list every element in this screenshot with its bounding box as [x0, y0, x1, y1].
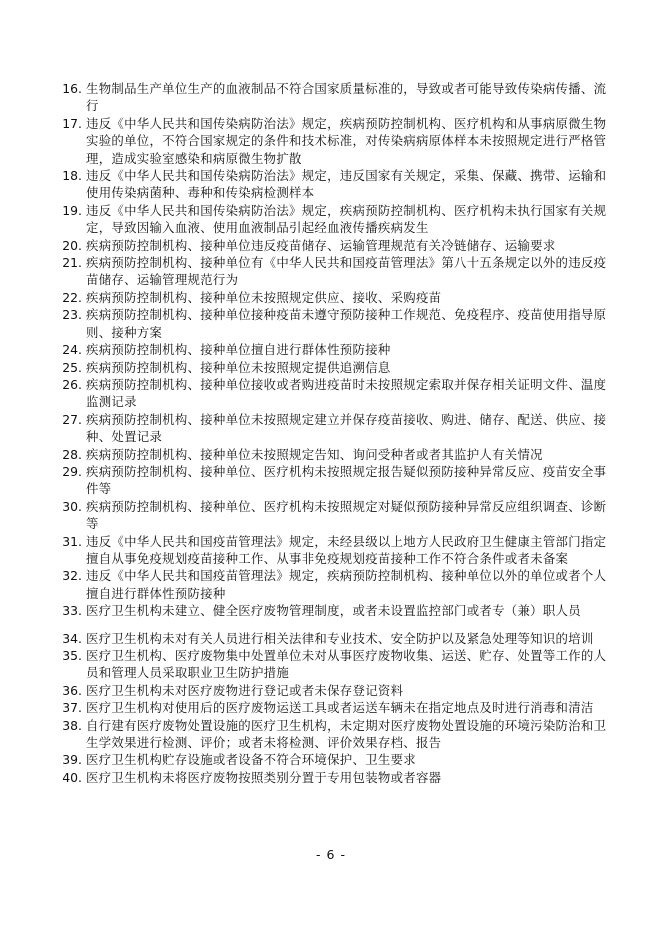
- list-item: [50, 341, 610, 358]
- item-number: 22.: [62, 289, 82, 305]
- item-number: 38.: [62, 717, 82, 733]
- list-item: [50, 602, 610, 619]
- item-text: 疾病预防控制机构、接种单位未按照规定告知、询问受种者或者其监护人有关情况: [86, 446, 543, 462]
- item-text: 疾病预防控制机构、接种单位未按照规定供应、接收、采购疫苗: [86, 289, 442, 305]
- item-number: 36.: [62, 682, 82, 698]
- item-text: 疾病预防控制机构、接种单位擅自进行群体性预防接种: [86, 342, 391, 358]
- item-text: 生物制品生产单位生产的血液制品不符合国家质量标准的，导致或者可能导致传染病传播、流行: [86, 81, 607, 114]
- list-item: [50, 115, 610, 167]
- list-item: [50, 567, 610, 602]
- item-number: 30.: [62, 498, 82, 514]
- item-number: 27.: [62, 411, 82, 427]
- list-item: [50, 630, 610, 647]
- item-number: 18.: [62, 168, 82, 184]
- list-item: [50, 769, 610, 786]
- list-item: [50, 80, 610, 115]
- item-number: 29.: [62, 463, 82, 479]
- item-number: 40.: [62, 769, 82, 785]
- item-text: 违反《中华人民共和国疫苗管理法》规定，未经县级以上地方人民政府卫生健康主管部门指定擅自从事免疫规划疫苗接种工作、从事非免疫规划疫苗接种工作不符合条件或者未备案: [86, 533, 607, 566]
- list-item: [50, 237, 610, 254]
- page-number: - 6 -: [316, 847, 346, 862]
- item-number: 37.: [62, 700, 82, 716]
- item-text: 疾病预防控制机构、接种单位接种疫苗未遵守预防接种工作规范、免疫程序、疫苗使用指导原则、接种方案: [86, 307, 607, 340]
- list-item: [50, 446, 610, 463]
- item-number: 33.: [62, 603, 82, 619]
- item-number: 19.: [62, 202, 82, 218]
- item-text: 医疗卫生机构未将医疗废物按照类别分置于专用包装物或者容器: [86, 769, 442, 785]
- list-item: [50, 533, 610, 568]
- item-text: 疾病预防控制机构、接种单位、医疗机构未按照规定报告疑似预防接种异常反应、疫苗安全事件等: [86, 463, 607, 497]
- item-text: 违反《中华人民共和国传染病防治法》规定，疾病预防控制机构、医疗机构未执行国家有关规定，导致因输入血液、使用血液制品引起经血液传播疾病发生: [86, 202, 607, 236]
- list-item: [50, 254, 610, 289]
- list-item: [50, 717, 610, 752]
- list-item: [50, 359, 610, 376]
- item-text: 医疗卫生机构未建立、健全医疗废物管理制度，或者未设置监控部门或者专（兼）职人员: [86, 603, 581, 619]
- item-text: 疾病预防控制机构、接种单位、医疗机构未按照规定对疑似预防接种异常反应组织调查、诊断等: [86, 498, 607, 532]
- list-item: [50, 376, 610, 411]
- list-item: [50, 167, 610, 202]
- list-item: [50, 699, 610, 716]
- item-number: 39.: [62, 752, 82, 768]
- item-text: 医疗卫生机构对使用后的医疗废物运送工具或者运送车辆未在指定地点及时进行消毒和清洁: [86, 700, 594, 716]
- item-text: 医疗卫生机构未对有关人员进行相关法律和专业技术、安全防护以及紧急处理等知识的培训: [86, 630, 594, 646]
- list-item: [50, 202, 610, 237]
- item-number: 32.: [62, 568, 82, 584]
- list-item: [50, 647, 610, 682]
- item-text: 医疗卫生机构未对医疗废物进行登记或者未保存登记资料: [86, 682, 404, 698]
- list-item: [50, 463, 610, 498]
- item-text: 违反《中华人民共和国传染病防治法》规定，疾病预防控制机构、医疗机构和从事病原微生物实验的单位，不符合国家规定的条件和技术标准，对传染病病原体样本未按照规定进行严格管理，造成实验室感染和病原微生物扩散: [86, 115, 607, 166]
- item-number: 26.: [62, 376, 82, 392]
- list-item: [50, 682, 610, 699]
- list-item: [50, 306, 610, 341]
- list-spacer: [50, 620, 610, 630]
- item-number: 34.: [62, 630, 82, 646]
- item-number: 25.: [62, 359, 82, 375]
- item-number: 23.: [62, 307, 82, 323]
- item-text: 疾病预防控制机构、接种单位未按照规定提供追溯信息: [86, 359, 391, 375]
- item-text: 疾病预防控制机构、接种单位未按照规定建立并保存疫苗接收、购进、储存、配送、供应、接种、处置记录: [86, 411, 607, 445]
- item-text: 疾病预防控制机构、接种单位接收或者购进疫苗时未按照规定索取并保存相关证明文件、温度监测记录: [86, 376, 607, 410]
- violation-list: [50, 80, 610, 786]
- item-text: 违反《中华人民共和国疫苗管理法》规定，疾病预防控制机构、接种单位以外的单位或者个人擅自进行群体性预防接种: [86, 568, 607, 601]
- item-text: 疾病预防控制机构、接种单位有《中华人民共和国疫苗管理法》第八十五条规定以外的违反疫苗储存、运输管理规范行为: [86, 255, 607, 288]
- item-number: 35.: [62, 648, 82, 663]
- item-number: 16.: [62, 81, 82, 96]
- item-number: 20.: [62, 237, 82, 253]
- list-item: [50, 411, 610, 446]
- item-number: 28.: [62, 446, 82, 462]
- list-item: [50, 498, 610, 533]
- item-number: 31.: [62, 533, 82, 549]
- item-number: 17.: [62, 115, 82, 131]
- item-text: 疾病预防控制机构、接种单位违反疫苗储存、运输管理规范有关冷链储存、运输要求: [86, 237, 556, 253]
- list-item: [50, 289, 610, 306]
- item-text: 自行建有医疗废物处置设施的医疗卫生机构，未定期对医疗废物处置设施的环境污染防治和卫生学效果进行检测、评价；或者未将检测、评价效果存档、报告: [86, 717, 607, 751]
- item-text: 医疗卫生机构贮存设施或者设备不符合环境保护、卫生要求: [86, 752, 416, 768]
- item-number: 24.: [62, 342, 82, 358]
- list-item: [50, 751, 610, 768]
- item-number: 21.: [62, 255, 82, 271]
- item-text: 医疗卫生机构、医疗废物集中处置单位未对从事医疗废物收集、运送、贮存、处置等工作的人员和管理人员采取职业卫生防护措施: [86, 648, 607, 681]
- item-text: 违反《中华人民共和国传染病防治法》规定，违反国家有关规定，采集、保藏、携带、运输和使用传染病菌种、毒种和传染病检测样本: [86, 168, 607, 201]
